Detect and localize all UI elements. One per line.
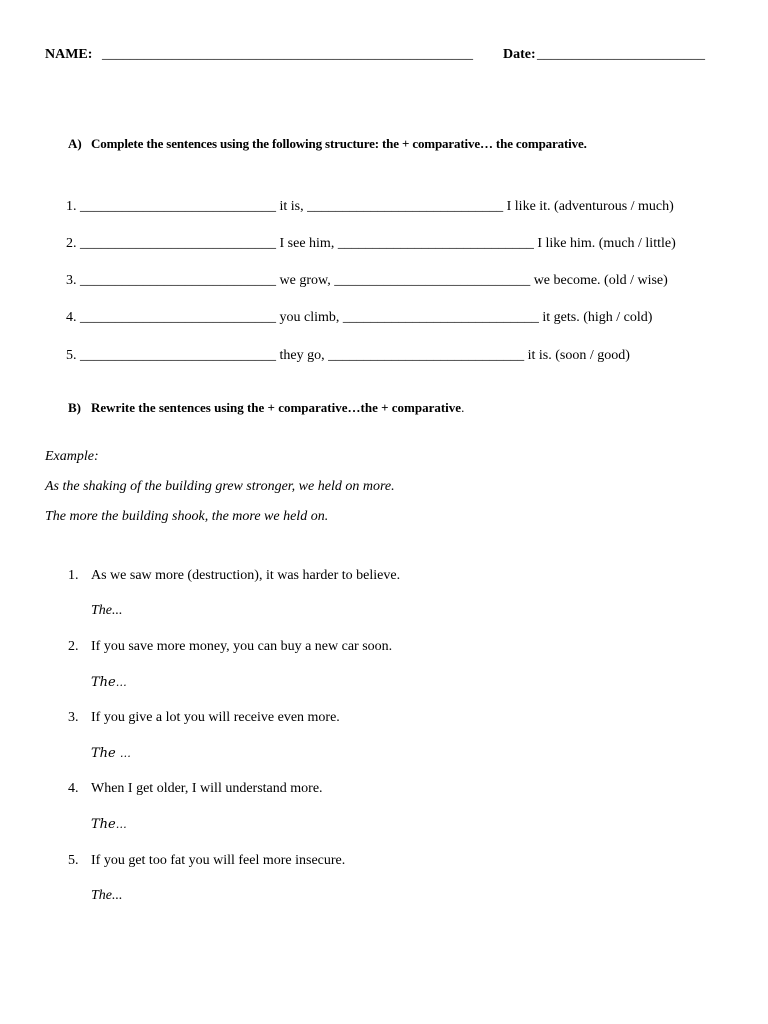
date-blank: ________________________ bbox=[537, 47, 705, 62]
answer-blank-2: ____________________________ bbox=[307, 199, 504, 214]
name-blank: _____________________________________________________ bbox=[102, 47, 473, 62]
section-a-item-5 bbox=[45, 335, 630, 377]
answer-blank-1: ____________________________ bbox=[80, 273, 276, 288]
sentence-middle: it is, bbox=[279, 199, 304, 214]
section-b-letter: B) bbox=[68, 400, 81, 415]
answer-dots: … bbox=[119, 747, 131, 760]
item-number: 4. bbox=[66, 310, 77, 325]
section-b-item-5-answer bbox=[91, 889, 123, 903]
item-number: 2. bbox=[66, 236, 77, 251]
sentence-middle: they go, bbox=[279, 348, 325, 363]
section-b-item-1-answer bbox=[91, 604, 123, 618]
sentence-middle: we grow, bbox=[279, 273, 331, 288]
name-label: NAME: bbox=[45, 47, 93, 62]
section-b-item-2-answer bbox=[91, 676, 127, 689]
date-label: Date: bbox=[503, 47, 536, 62]
section-b-item-1-sentence: As we saw more (destruction), it was harder to believe. bbox=[91, 568, 401, 583]
section-b-item-2-number: 2. bbox=[68, 639, 79, 654]
section-a-letter: A) bbox=[68, 136, 82, 151]
example-line-1: As the shaking of the building grew stronger, we held on more. bbox=[45, 479, 395, 494]
answer-blank-2: ____________________________ bbox=[337, 236, 534, 251]
item-number: 3. bbox=[66, 273, 77, 288]
section-a-item-4 bbox=[45, 297, 652, 339]
sentence-end: I like it. (adventurous / much) bbox=[506, 199, 674, 214]
section-b-item-5-sentence: If you get too fat you will feel more insecure. bbox=[91, 853, 346, 868]
answer-dots: … bbox=[115, 676, 127, 689]
answer-start: The bbox=[91, 746, 120, 761]
section-a-heading: Complete the sentences using the following structure: the + comparative… the comparative. bbox=[91, 136, 587, 151]
answer-blank-2: ____________________________ bbox=[334, 273, 531, 288]
section-b-item-3-number: 3. bbox=[68, 710, 79, 725]
sentence-middle: I see him, bbox=[279, 236, 335, 251]
answer-blank-2: ____________________________ bbox=[328, 348, 525, 363]
section-b-item-2-sentence: If you save more money, you can buy a new car soon. bbox=[91, 639, 393, 654]
example-label: Example: bbox=[45, 449, 99, 464]
answer-blank-1: ____________________________ bbox=[80, 348, 276, 363]
section-b-item-1-number: 1. bbox=[68, 568, 79, 583]
section-b-item-4-sentence: When I get older, I will understand more. bbox=[91, 781, 323, 796]
answer-start: The bbox=[91, 675, 116, 690]
section-a-item-3 bbox=[45, 260, 668, 302]
section-a-item-2 bbox=[45, 223, 676, 265]
sentence-end: I like him. (much / little) bbox=[537, 236, 676, 251]
item-number: 5. bbox=[66, 348, 77, 363]
answer-start: The... bbox=[91, 888, 123, 903]
section-b-item-3-answer bbox=[91, 747, 131, 760]
section-b-item-4-number: 4. bbox=[68, 781, 79, 796]
answer-blank-2: ____________________________ bbox=[342, 310, 539, 325]
section-b-heading bbox=[91, 401, 464, 414]
section-b-item-4-answer bbox=[91, 818, 127, 831]
sentence-middle: you climb, bbox=[279, 310, 340, 325]
section-b-item-3-sentence: If you give a lot you will receive even more. bbox=[91, 710, 340, 725]
answer-start: The... bbox=[91, 603, 123, 618]
section-a-item-1 bbox=[45, 186, 674, 228]
sentence-end: it gets. (high / cold) bbox=[542, 310, 653, 325]
item-number: 1. bbox=[66, 199, 77, 214]
sentence-end: we become. (old / wise) bbox=[533, 273, 668, 288]
section-b-heading-period: . bbox=[461, 400, 465, 415]
answer-dots: … bbox=[115, 818, 127, 831]
sentence-end: it is. (soon / good) bbox=[527, 348, 630, 363]
example-line-2: The more the building shook, the more we held on. bbox=[45, 509, 329, 524]
answer-blank-1: ____________________________ bbox=[80, 236, 276, 251]
answer-blank-1: ____________________________ bbox=[80, 199, 276, 214]
answer-blank-1: ____________________________ bbox=[80, 310, 276, 325]
section-b-item-5-number: 5. bbox=[68, 853, 79, 868]
section-b-heading-text: Rewrite the sentences using the + comparative…the + comparative bbox=[91, 400, 462, 415]
answer-start: The bbox=[91, 817, 116, 832]
